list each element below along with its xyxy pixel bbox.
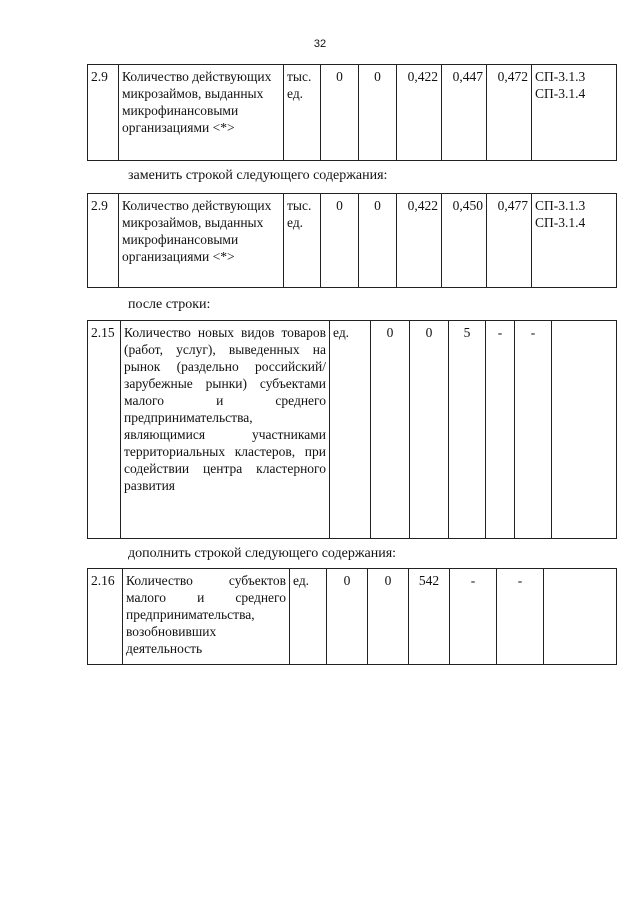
row-description: Количество действующих микрозаймов, выданных микрофинансовыми организациями <*> <box>119 194 284 288</box>
row-unit: ед. <box>290 569 327 665</box>
row-code: СП-3.1.3 <box>535 69 586 84</box>
row-value-3: 0,422 <box>397 65 442 161</box>
row-number: 2.16 <box>88 569 123 665</box>
table-row <box>88 194 617 288</box>
row-number: 2.15 <box>88 321 121 539</box>
instruction-add: дополнить строкой следующего содержания: <box>128 546 397 561</box>
table-row <box>88 569 617 665</box>
table-row-2-16 <box>87 568 617 665</box>
table-row-2-15 <box>87 320 617 539</box>
row-unit: тыс. ед. <box>284 65 321 161</box>
row-value-2: 0 <box>359 194 397 288</box>
row-unit: тыс. ед. <box>284 194 321 288</box>
row-value-4: - <box>450 569 497 665</box>
page-number: 32 <box>313 38 327 50</box>
table-new-row-2-9 <box>87 193 617 288</box>
row-code: СП-3.1.4 <box>535 86 586 101</box>
row-value-1: 0 <box>321 194 359 288</box>
row-value-2: 0 <box>368 569 409 665</box>
row-value-3: 542 <box>409 569 450 665</box>
row-value-2: 0 <box>410 321 449 539</box>
instruction-replace: заменить строкой следующего содержания: <box>128 168 388 183</box>
row-codes <box>544 569 617 665</box>
row-value-3: 0,422 <box>397 194 442 288</box>
row-number: 2.9 <box>88 194 119 288</box>
row-description: Количество субъектов малого и среднего предпринимательства, возобновивших деятельность <box>123 569 290 665</box>
row-code: СП-3.1.3 <box>535 198 586 213</box>
row-value-1: 0 <box>321 65 359 161</box>
row-value-1: 0 <box>327 569 368 665</box>
row-value-5: - <box>497 569 544 665</box>
table-old-row-2-9 <box>87 64 617 161</box>
instruction-after: после строки: <box>128 297 211 312</box>
row-value-2: 0 <box>359 65 397 161</box>
row-value-5: 0,472 <box>487 65 532 161</box>
row-codes <box>552 321 617 539</box>
row-description: Количество действующих микрозаймов, выданных микрофинансовыми организациями <*> <box>119 65 284 161</box>
row-value-4: - <box>486 321 515 539</box>
row-codes <box>532 194 617 288</box>
row-value-1: 0 <box>371 321 410 539</box>
row-unit: ед. <box>330 321 371 539</box>
row-value-5: 0,477 <box>487 194 532 288</box>
table-row <box>88 65 617 161</box>
row-value-5: - <box>515 321 552 539</box>
row-value-3: 5 <box>449 321 486 539</box>
row-number: 2.9 <box>88 65 119 161</box>
row-value-4: 0,450 <box>442 194 487 288</box>
row-value-4: 0,447 <box>442 65 487 161</box>
row-description: Количество новых видов товаров (работ, услуг), выведенных на рынок (раздельно российский/зарубежные рынки) субъектами малого и среднего предпринимательства, являющимися участниками территориальных кластеров, при содействии центра кластерного развития <box>121 321 330 539</box>
table-row <box>88 321 617 539</box>
row-code: СП-3.1.4 <box>535 215 586 230</box>
row-codes <box>532 65 617 161</box>
